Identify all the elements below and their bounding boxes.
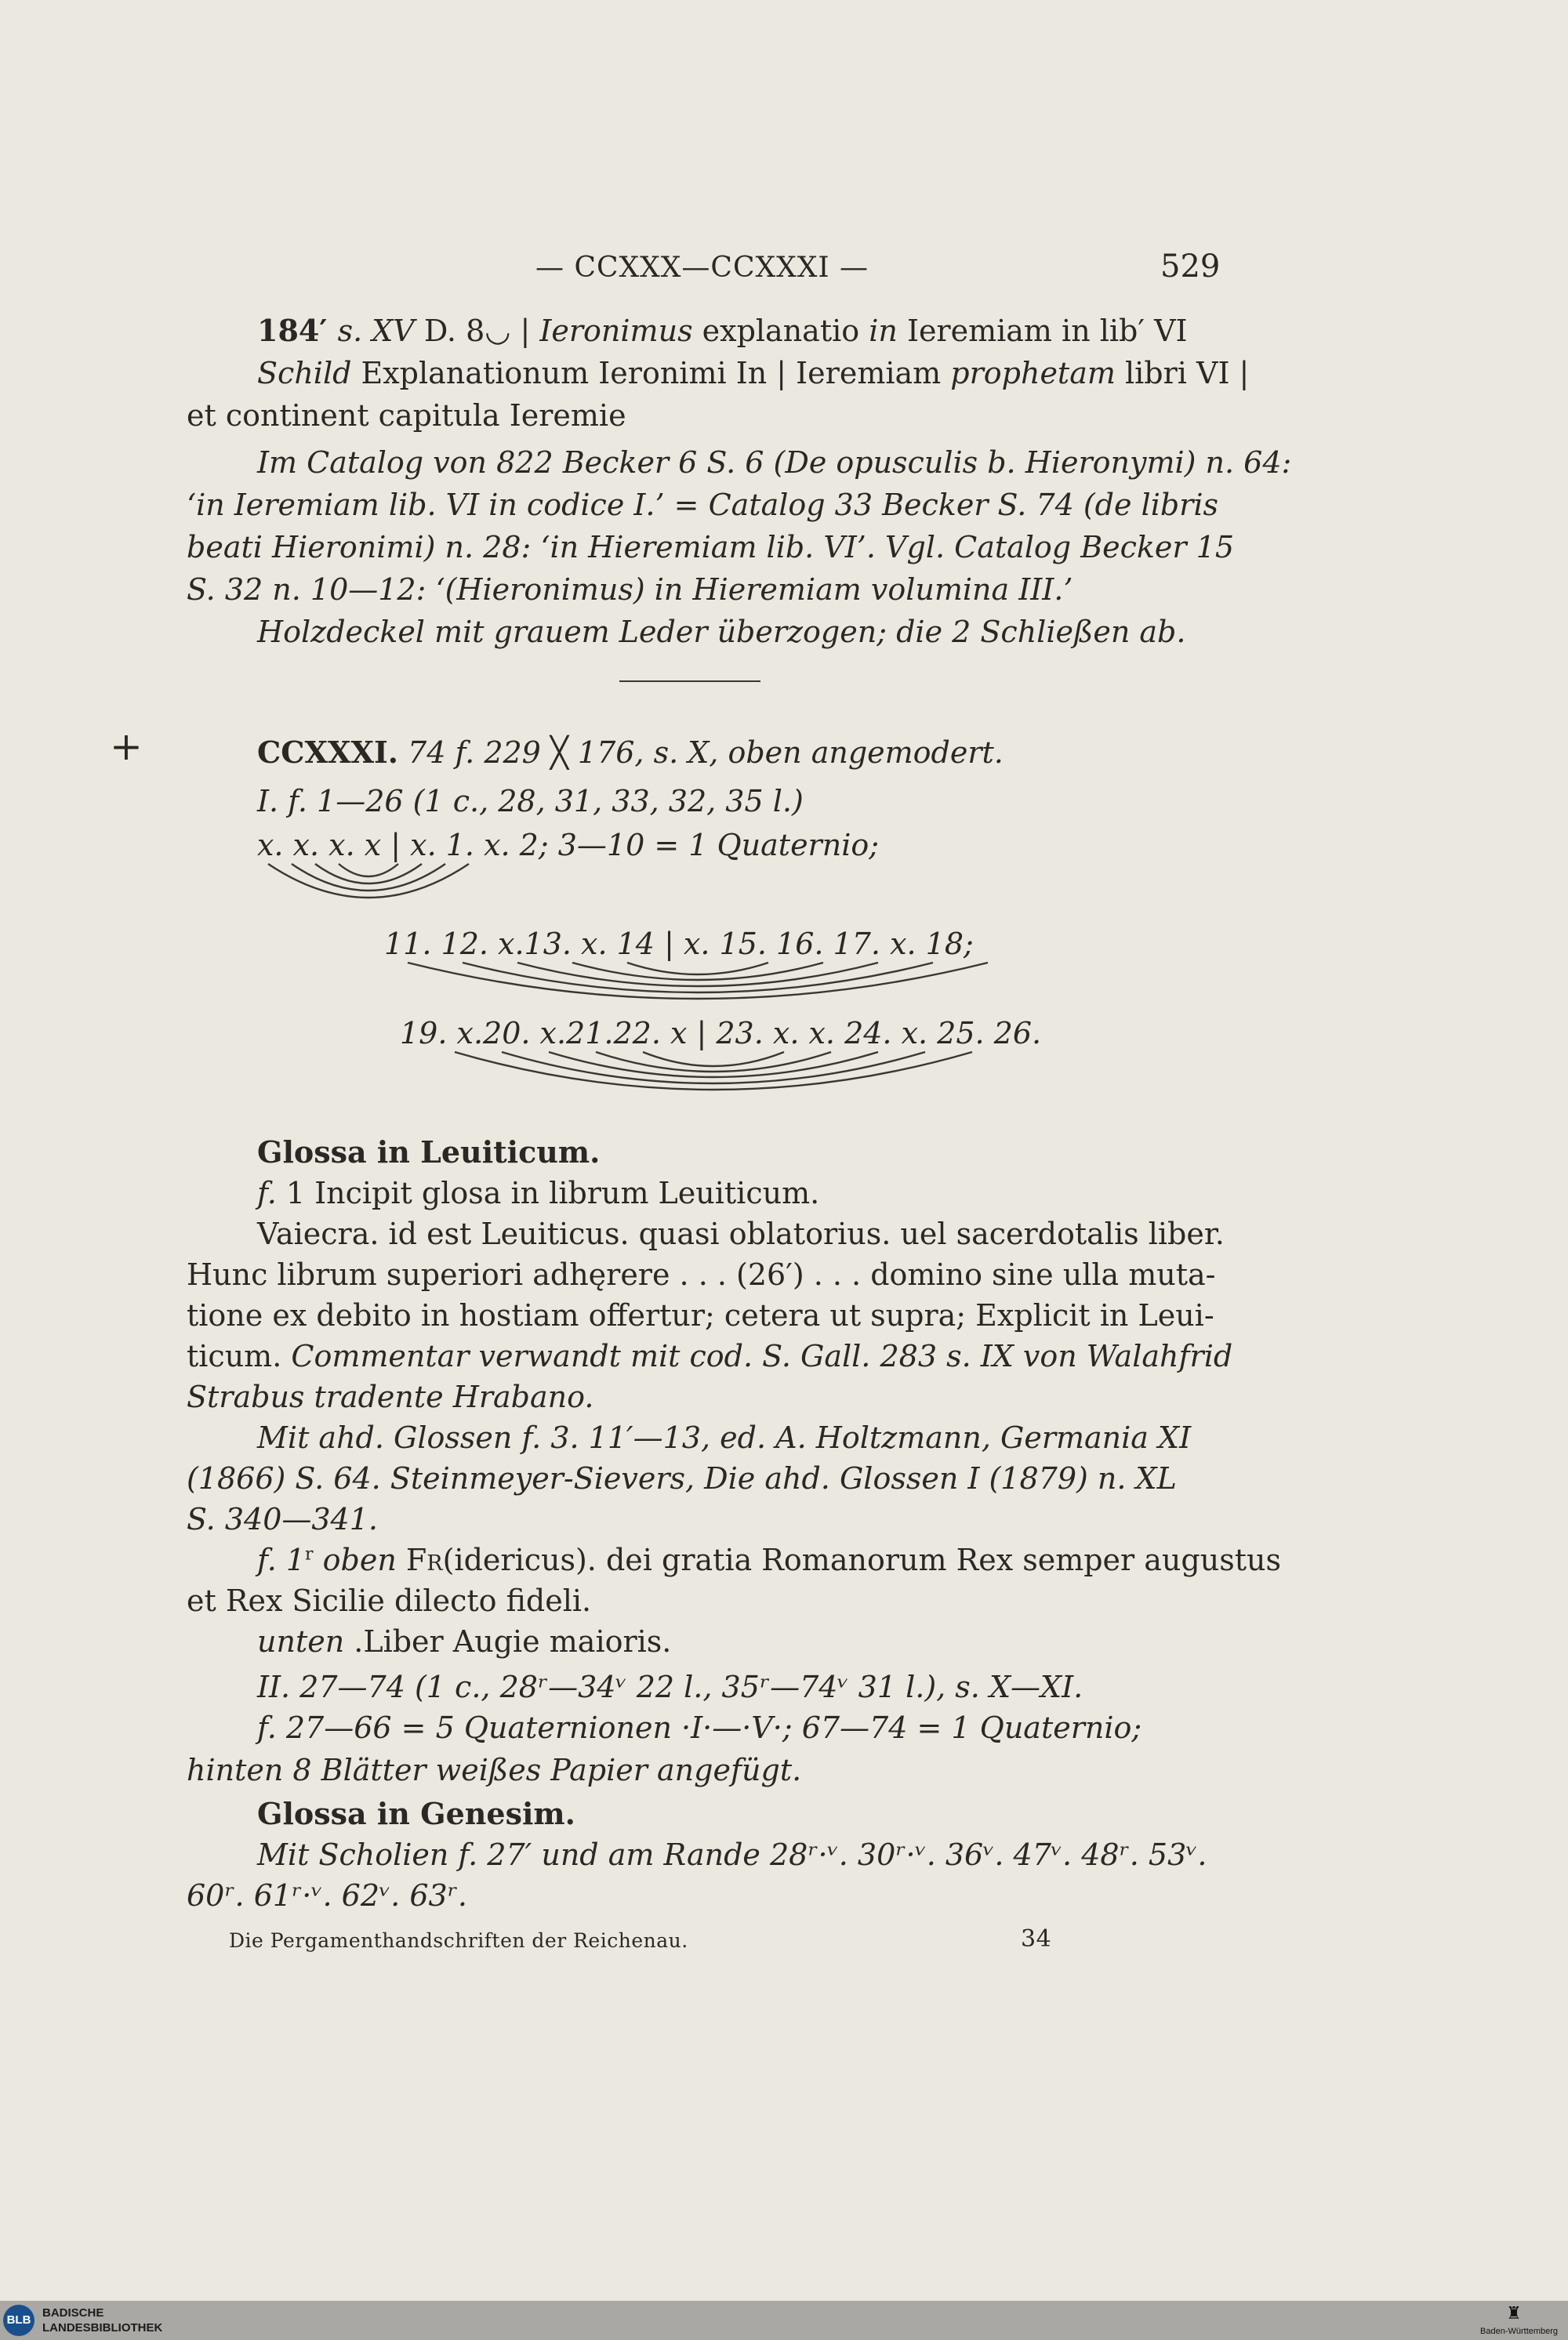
scholien-line-2: 60ʳ. 61ʳ·ᵛ. 62ᵛ. 63ʳ. (187, 1878, 467, 1913)
ccxxx-line-3: et continent capitula Ieremie (187, 398, 626, 433)
unten-line (257, 1623, 671, 1660)
text-span: in (869, 314, 907, 348)
glossa-genesim-title: Glossa in Genesim. (257, 1796, 575, 1831)
text-span: Ieronimus (539, 314, 702, 348)
binding-note: Holzdeckel mit grauem Leder überzogen; die 2 Schließen ab. (257, 615, 1186, 649)
blb-logo[interactable]: BLB (3, 2305, 34, 2336)
ahd-glossen-line-2: (1866) S. 64. Steinmeyer-Sievers, Die ahd. Glossen I (1879) n. XL (187, 1461, 1177, 1496)
running-header: — CCXXX—CCXXXI — (535, 252, 869, 284)
text-line-3: tione ex debito in hostiam offertur; cetera ut supra; Explicit in Leui- (187, 1298, 1214, 1333)
logo-line-2: LANDESBIBLIOTHEK (42, 2321, 163, 2335)
text-span: prophetam (950, 356, 1125, 390)
manuscript-description: 74 f. 229 ╳ 176, s. X, oben angemodert. (397, 735, 1004, 770)
shelfmark: D. 8◡ | (423, 314, 540, 348)
logo-line-1: BADISCHE (42, 2306, 104, 2320)
position-label: oben (313, 1543, 406, 1577)
commentary-note: Commentar verwandt mit cod. S. Gall. 283 s. IX von Walahfrid (281, 1339, 1233, 1373)
folio-label: f. 1 (257, 1543, 306, 1577)
text-line-4 (187, 1337, 1232, 1375)
viewer-footer-bar (0, 2301, 1568, 2340)
footer-signature: 34 (1021, 1925, 1052, 1953)
quaternion-line-2: hinten 8 Blätter weißes Papier angefügt. (187, 1753, 802, 1787)
ahd-glossen-line-1: Mit ahd. Glossen f. 3. 11′—13, ed. A. Holtzmann, Germania XI (257, 1420, 1192, 1455)
ahd-glossen-line-3: S. 340—341. (187, 1502, 378, 1536)
incipit-text: 1 Incipit glosa in librum Leuiticum. (276, 1176, 820, 1210)
catalog-line-3: beati Hieronimi) n. 28: ‘in Hieremiam lib. VI’. Vgl. Catalog Becker 15 (187, 530, 1235, 564)
text-span: ticum. (187, 1339, 282, 1373)
text-span: Schild (257, 356, 361, 390)
part-two-heading: II. 27—74 (1 c., 28ʳ—34ᵛ 22 l., 35ʳ—74ᵛ 31 l.), s. X—XI. (257, 1670, 1083, 1704)
position-label: unten (257, 1624, 345, 1659)
footer-source: Die Pergamenthandschriften der Reichenau. (229, 1929, 688, 1952)
text-span: explanatio (702, 314, 869, 348)
folio-ref: 184′ (257, 313, 338, 348)
f1r-line-2: et Rex Sicilie dilecto fideli. (187, 1584, 592, 1618)
bw-crest-icon: ♜ (1506, 2304, 1522, 2324)
ownership-note: .Liber Augie maioris. (344, 1624, 672, 1659)
collation-arcs-3 (439, 1049, 988, 1112)
quaternion-line-1: f. 27—66 = 5 Quaternionen ·I·—·V·; 67—74 = 1 Quaternio; (257, 1711, 1142, 1745)
section-divider (619, 680, 760, 682)
folio-label: f. (257, 1176, 277, 1210)
f1r-line (257, 1541, 1281, 1579)
collation-arcs-1 (259, 861, 510, 923)
part-one-heading: I. f. 1—26 (1 c., 28, 31, 33, 32, 35 l.) (257, 784, 804, 818)
blb-logo-text[interactable] (42, 2306, 162, 2335)
saec-ref: s. XV (337, 314, 424, 348)
collation-row-2: 11. 12. x.13. x. 14 | x. 15. 16. 17. x. 18; (384, 927, 974, 961)
collation-row-1: x. x. x. x | x. 1. x. 2; 3—10 = 1 Quaternio; (257, 828, 880, 862)
scholien-line-1: Mit Scholien f. 27′ und am Rande 28ʳ·ᵛ. 30ʳ·ᵛ. 36ᵛ. 47ᵛ. 48ʳ. 53ᵛ. (257, 1838, 1207, 1872)
catalog-line-4: S. 32 n. 10—12: ‘(Hieronimus) in Hieremiam volumina III.’ (187, 572, 1073, 607)
collation-arcs-2 (392, 960, 1004, 1022)
collation-row-3: 19. x.20. x.21.22. x | 23. x. x. 24. x. 25. 26. (400, 1016, 1042, 1050)
bw-label: Baden-Württemberg (1480, 2327, 1559, 2336)
text-line-1: Vaiecra. id est Leuiticus. quasi oblatorius. uel sacerdotalis liber. (257, 1217, 1225, 1251)
text-span: libri VI | (1124, 356, 1250, 390)
ccxxxi-heading (257, 734, 1004, 771)
incipit-line (257, 1174, 819, 1212)
name-abbrev: Fr (405, 1543, 443, 1577)
text-span: Ieremiam in lib′ VI (906, 314, 1188, 348)
page-number: 529 (1160, 249, 1221, 285)
text-span: Explanationum Ieronimi In | Ieremiam (361, 356, 951, 390)
ccxxx-line-1 (257, 312, 1188, 350)
catalog-line-2: ‘in Ieremiam lib. VI in codice I.’ = Catalog 33 Becker S. 74 (de libris (187, 488, 1218, 522)
margin-plus-mark: + (110, 724, 143, 769)
inscription-text: (idericus). dei gratia Romanorum Rex semper augustus (442, 1543, 1281, 1577)
manuscript-number: CCXXXI. (257, 735, 398, 770)
recto-superscript: r (305, 1544, 314, 1565)
catalog-line-1: Im Catalog von 822 Becker 6 S. 6 (De opusculis b. Hieronymi) n. 64: (257, 445, 1292, 480)
text-line-5: Strabus tradente Hrabano. (187, 1380, 594, 1414)
text-line-2: Hunc librum superiori adhęrere . . . (26′) . . . domino sine ulla muta- (187, 1257, 1216, 1292)
ccxxx-line-2 (257, 354, 1249, 392)
glossa-leuiticum-title: Glossa in Leuiticum. (257, 1134, 601, 1170)
